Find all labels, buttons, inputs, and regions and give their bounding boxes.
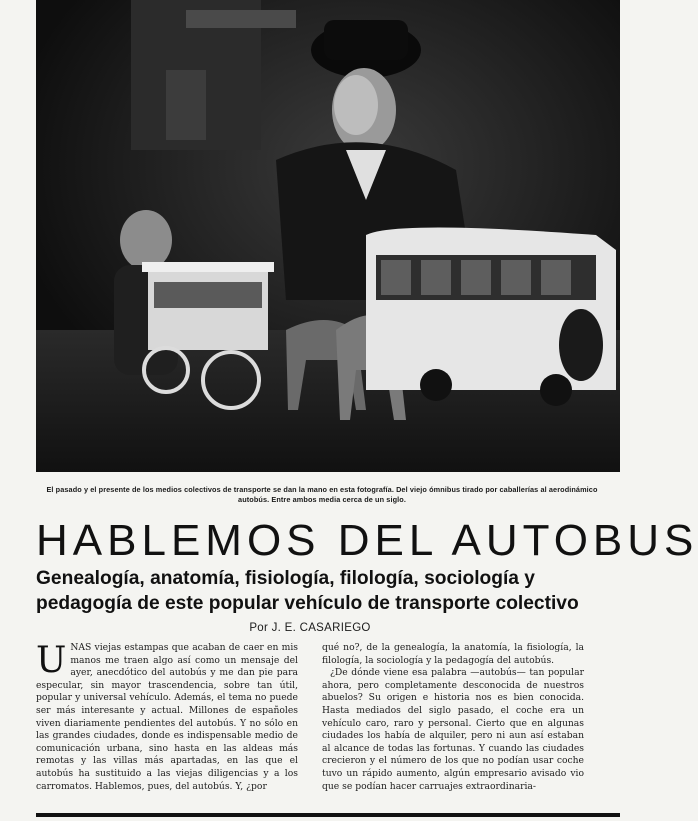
photo-caption: El pasado y el presente de los medios colectivos de transporte se dan la mano en esta fotografía. Del viejo ómnibus tirado por caballerías al aerodinámico autobús. Entre ambos media cerca de un siglo. [46,485,598,504]
subtitle-line: Genealogía, anatomía, fisiología, filología, sociología y [36,568,535,589]
column-paragraph: qué no?, de la genealogía, la anatomía, la fisiología, la filología, la sociología y la pedagogía del autobús. [322,642,584,666]
article-photo [36,0,620,472]
column-text: NAS viejas estampas que acaban de caer en mis manos me traen algo así como un mensaje del ayer, anecdótico del autobús y me dan pie para especular, sin mayor trascendencia, sobre tan útil, popular y universal vehículo. Además, el tema no puede ser más interesante y actual. Millones de españoles viven diariamente pendientes del autobús. Y no sólo en las grandes ciudades, donde es indispensable medio de comunicación urbana, sino hasta en las aldeas más remotas y las villas más apartadas, en las que el autobús ha sustituido a las viejas diligencias y a los carromatos. Hablemos, pues, del autobús. Y, ¿por [36,642,298,792]
bottom-rule [36,813,620,817]
article-headline: HABLEMOS DEL AUTOBUS [36,516,698,565]
article-byline: Por J. E. CASARIEGO [249,622,371,634]
article-column-right [322,642,584,793]
article-subtitle [36,566,584,616]
column-paragraph: ¿De dónde viene esa palabra —autobús— tan popular ahora, pero completamente desconocida de nuestros abuelos? Su origen e historia nos es bien conocida. Hasta mediados del siglo pasado, el coche era un vehículo caro, raro y personal. Cierto que en algunas ciudades los había de alquiler, pero ni aun así estaban al alcance de todas las fortunas. Y cuando las ciudades crecieron y el número de los que no podían usar coche tuvo un rápido aumento, algún empresario avisado vio que se podían hacer carruajes extraordinaria- [322,667,584,792]
photo-illustration [36,0,620,472]
drop-cap: U [36,640,67,681]
article-column-left [36,642,298,793]
column-paragraph [36,642,298,793]
subtitle-line: pedagogía de este popular vehículo de transporte colectivo [36,593,579,614]
